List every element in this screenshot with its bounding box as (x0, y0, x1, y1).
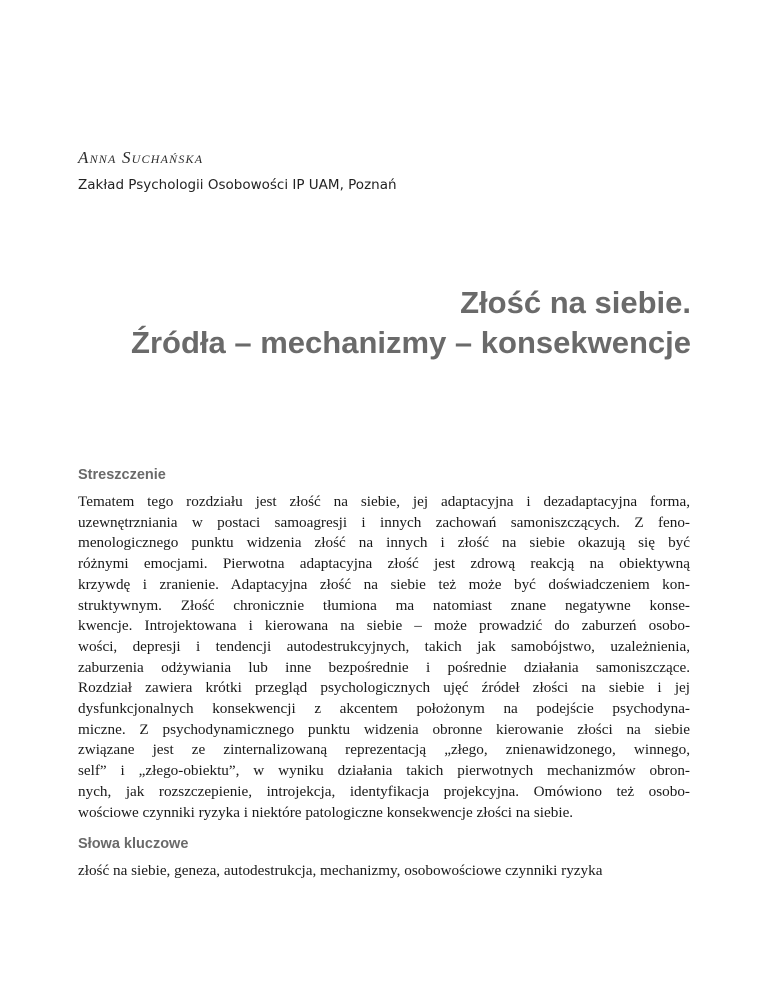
abstract-line: Rozdział zawiera krótki przegląd psychologicznych ujęć źródeł złości na siebie i jej (78, 679, 690, 697)
keywords-heading: Słowa kluczowe (78, 836, 189, 852)
abstract-line: menologicznego punktu widzenia złość na innych i złość na siebie okazują się być (78, 534, 690, 552)
abstract-line: krzywdę i zranienie. Adaptacyjna złość na siebie też może być doświadczeniem kon- (78, 575, 690, 593)
abstract-line: wościowe czynniki ryzyka i niektóre patologiczne konsekwencje złości na siebie. (78, 803, 574, 821)
abstract-line: nych, jak rozszczepienie, introjekcja, identyfikacja projekcyjna. Omówiono też osobo- (78, 782, 690, 800)
abstract-line: różnymi emocjami. Pierwotna adaptacyjna złość jest zdrową reakcją na obiektywną (78, 555, 690, 573)
abstract-line: struktywnym. Złość chronicznie tłumiona ma natomiast znane negatywne konse- (78, 596, 690, 614)
abstract-line: związane jest ze zinternalizowaną reprezentacją „złego, znienawidzonego, winnego, (78, 741, 690, 759)
abstract-line: dysfunkcjonalnych konsekwencji z akcentem położonym na podejście psychodyna- (78, 700, 690, 718)
abstract-line: uzewnętrzniania w postaci samoagresji i innych zachowań samoniszczących. Z feno- (78, 513, 690, 531)
abstract-body (78, 492, 690, 823)
abstract-heading: Streszczenie (78, 467, 166, 483)
abstract-line: self” i „złego-obiektu”, w wyniku działania takich pierwotnych mechanizmów obron- (78, 762, 690, 780)
author-name: Anna Suchańska (78, 148, 204, 167)
paper-title-line-1: Złość na siebie. (460, 285, 691, 320)
author-affiliation: Zakład Psychologii Osobowości IP UAM, Poznań (78, 177, 397, 193)
abstract-line: Tematem tego rozdziału jest złość na siebie, jej adaptacyjna i dezadaptacyjna forma, (78, 493, 690, 510)
abstract-line: miczne. Z psychodynamicznego punktu widzenia obronne kierowanie złości na siebie (78, 720, 690, 738)
keywords-text: złość na siebie, geneza, autodestrukcja, mechanizmy, osobowościowe czynniki ryzyka (78, 862, 603, 879)
abstract-line: kwencje. Introjektowana i kierowana na siebie – może prowadzić do zaburzeń osobo- (78, 617, 690, 635)
abstract-line: zaburzenia odżywiania lub inne bezpośrednie i pośrednie działania samoniszczące. (78, 658, 690, 676)
abstract-line: wości, depresji i tendencji autodestrukcyjnych, takich jak samobójstwo, uzależnienia, (78, 637, 690, 655)
paper-title-line-2: Źródła – mechanizmy – konsekwencje (131, 325, 691, 360)
paper-title (71, 283, 691, 363)
